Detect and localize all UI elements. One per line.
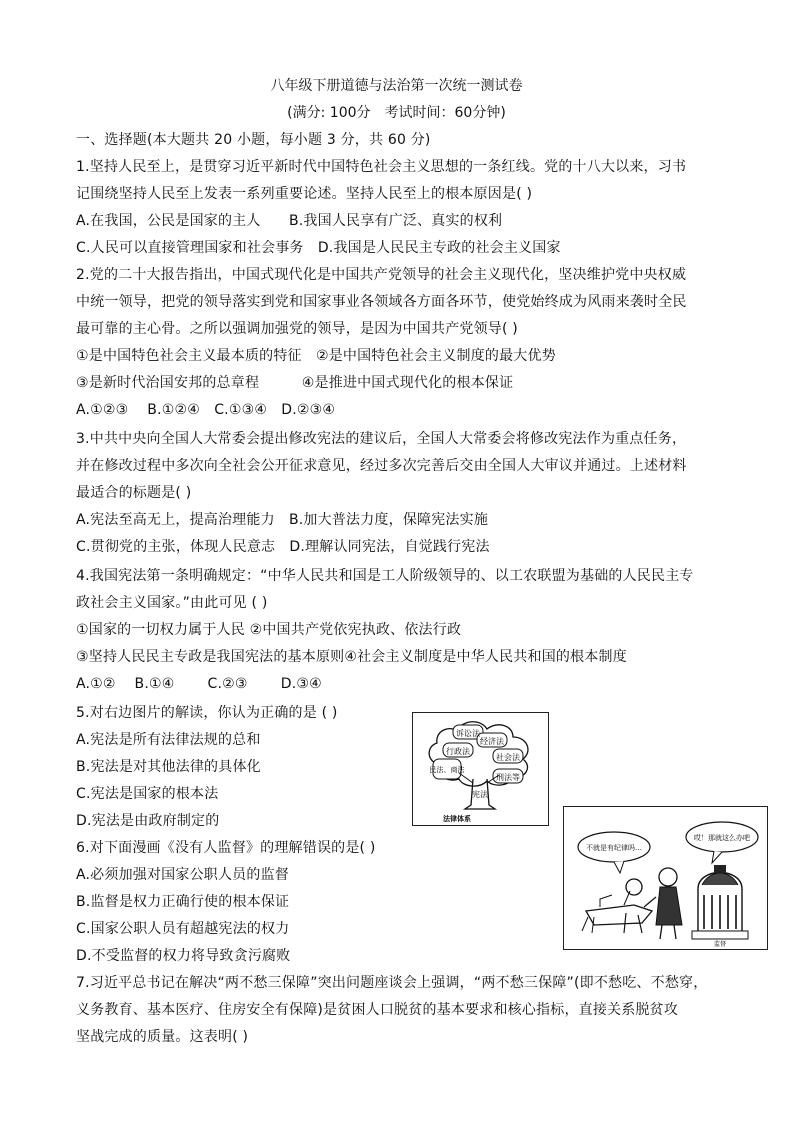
q7-stem-line-1: 7.习近平总书记在解决“两不愁三保障”突出问题座谈会上强调，“两不愁三保障”(即不愁吃、不愁穿， xyxy=(76,975,708,991)
q1-stem-line-2: 记围绕坚持人民至上发表一系列重要论述。坚持人民至上的根本原因是( ) xyxy=(76,186,533,202)
q4-statements-34: ③坚持人民民主专政是我国宪法的基本原则④社会主义制度是中华人民共和国的根本制度 xyxy=(76,649,627,665)
leaf-label-economic-law: 经济法 xyxy=(480,737,504,746)
q1-options-cd: C.人民可以直接管理国家和社会事务 D.我国是人民民主专政的社会主义国家 xyxy=(76,240,561,256)
q5-option-d: D.宪法是由政府制定的 xyxy=(76,813,220,829)
q2-stem-line-1: 2.党的二十大报告指出，中国式现代化是中国共产党领导的社会主义现代化，坚决维护党中央权威 xyxy=(76,267,687,283)
q6-option-d: D.不受监督的权力将导致贪污腐败 xyxy=(76,948,291,964)
cartoon-caption: 监督 xyxy=(713,941,727,948)
q1-stem-line-1: 1.坚持人民至上，是贯穿习近平新时代中国特色社会主义思想的一条红线。党的十八大以来，习书 xyxy=(76,159,687,175)
q2-options: A.①②③ B.①②④ C.①③④ D.②③④ xyxy=(76,402,336,418)
q4-options: A.①② B.①④ C.②③ D.③④ xyxy=(76,676,322,692)
exam-title: 八年级下册道德与法治第一次统一测试卷 xyxy=(270,78,523,94)
tree-caption: 法律体系 xyxy=(443,815,471,823)
q5-option-a: A.宪法是所有法律法规的总和 xyxy=(76,732,261,748)
cartoon-illustration xyxy=(564,807,767,949)
q7-stem-line-3: 坚战完成的质量。这表明( ) xyxy=(76,1029,249,1045)
leaf-label-procedural-law: 诉讼法 xyxy=(456,729,480,738)
q2-stem-line-3: 最可靠的主心骨。之所以强调加强党的领导，是因为中国共产党领导( ) xyxy=(76,321,518,337)
q3-stem-line-3: 最适合的标题是( ) xyxy=(76,485,192,501)
q1-options-ab: A.在我国，公民是国家的主人 B.我国人民享有广泛、真实的权利 xyxy=(76,213,503,229)
legal-system-tree-figure xyxy=(412,712,549,826)
section-heading: 一、选择题(本大题共 20 小题，每小题 3 分，共 60 分) xyxy=(76,132,431,148)
cartoon-no-supervision-figure xyxy=(563,806,768,950)
q6-option-a: A.必须加强对国家公职人员的监督 xyxy=(76,867,289,883)
q3-stem-line-2: 并在修改过程中多次向全社会公开征求意见，经过多次完善后交由全国人大审议并通过。上述材料 xyxy=(76,458,687,474)
q7-stem-line-2: 义务教育、基本医疗、住房安全有保障)是贫困人口脱贫的基本要求和核心指标，直接关系脱贫攻 xyxy=(76,1002,679,1018)
q4-stem-line-1: 4.我国宪法第一条明确规定：“中华人民共和国是工人阶级领导的、以工农联盟为基础的人民民主专 xyxy=(76,568,694,584)
q6-option-c: C.国家公职人员有超越宪法的权力 xyxy=(76,921,290,937)
exam-subtitle: (满分: 100分 考试时间：60分钟) xyxy=(287,105,506,121)
q5-option-c: C.宪法是国家的根本法 xyxy=(76,786,219,802)
q4-stem-line-2: 政社会主义国家。”由此可见 ( ) xyxy=(76,595,268,611)
q5-stem: 5.对右边图片的解读，你认为正确的是 ( ) xyxy=(76,705,338,721)
leaf-label-criminal-law: 刑法等 xyxy=(496,773,520,782)
left-bubble-text: 不就是有纪律吗… xyxy=(586,844,642,852)
q2-statements-34: ③是新时代治国安邦的总章程 ④是推进中国式现代化的根本保证 xyxy=(76,375,514,391)
tree-trunk-label: 宪法 xyxy=(472,790,488,799)
q4-statements-12: ①国家的一切权力属于人民 ②中国共产党依宪执政、依法行政 xyxy=(76,622,462,638)
leaf-label-civil-commercial-law: 民法、商法 xyxy=(429,766,465,774)
q5-option-b: B.宪法是对其他法律的具体化 xyxy=(76,759,261,775)
q6-stem: 6.对下面漫画《没有人监督》的理解错误的是( ) xyxy=(76,840,376,856)
q3-options-cd: C.贯彻党的主张，体现人民意志 D.理解认同宪法，自觉践行宪法 xyxy=(76,539,490,555)
q2-statements-12: ①是中国特色社会主义最本质的特征 ②是中国特色社会主义制度的最大优势 xyxy=(76,348,556,364)
q3-options-ab: A.宪法至高无上，提高治理能力 B.加大普法力度，保障宪法实施 xyxy=(76,512,489,528)
q3-stem-line-1: 3.中共中央向全国人大常委会提出修改宪法的建议后，全国人大常委会将修改宪法作为重点任务， xyxy=(76,431,687,447)
tree-illustration xyxy=(413,713,548,825)
q2-stem-line-2: 中统一领导，把党的领导落实到党和国家事业各领域各方面各环节，使党始终成为风雨来袭时全民 xyxy=(76,294,687,310)
q6-option-b: B.监督是权力正确行使的根本保证 xyxy=(76,894,290,910)
right-bubble-text: 哎！那就这么办吧 xyxy=(694,834,750,842)
leaf-label-administrative-law: 行政法 xyxy=(446,747,470,756)
leaf-label-social-law: 社会法 xyxy=(496,753,520,762)
